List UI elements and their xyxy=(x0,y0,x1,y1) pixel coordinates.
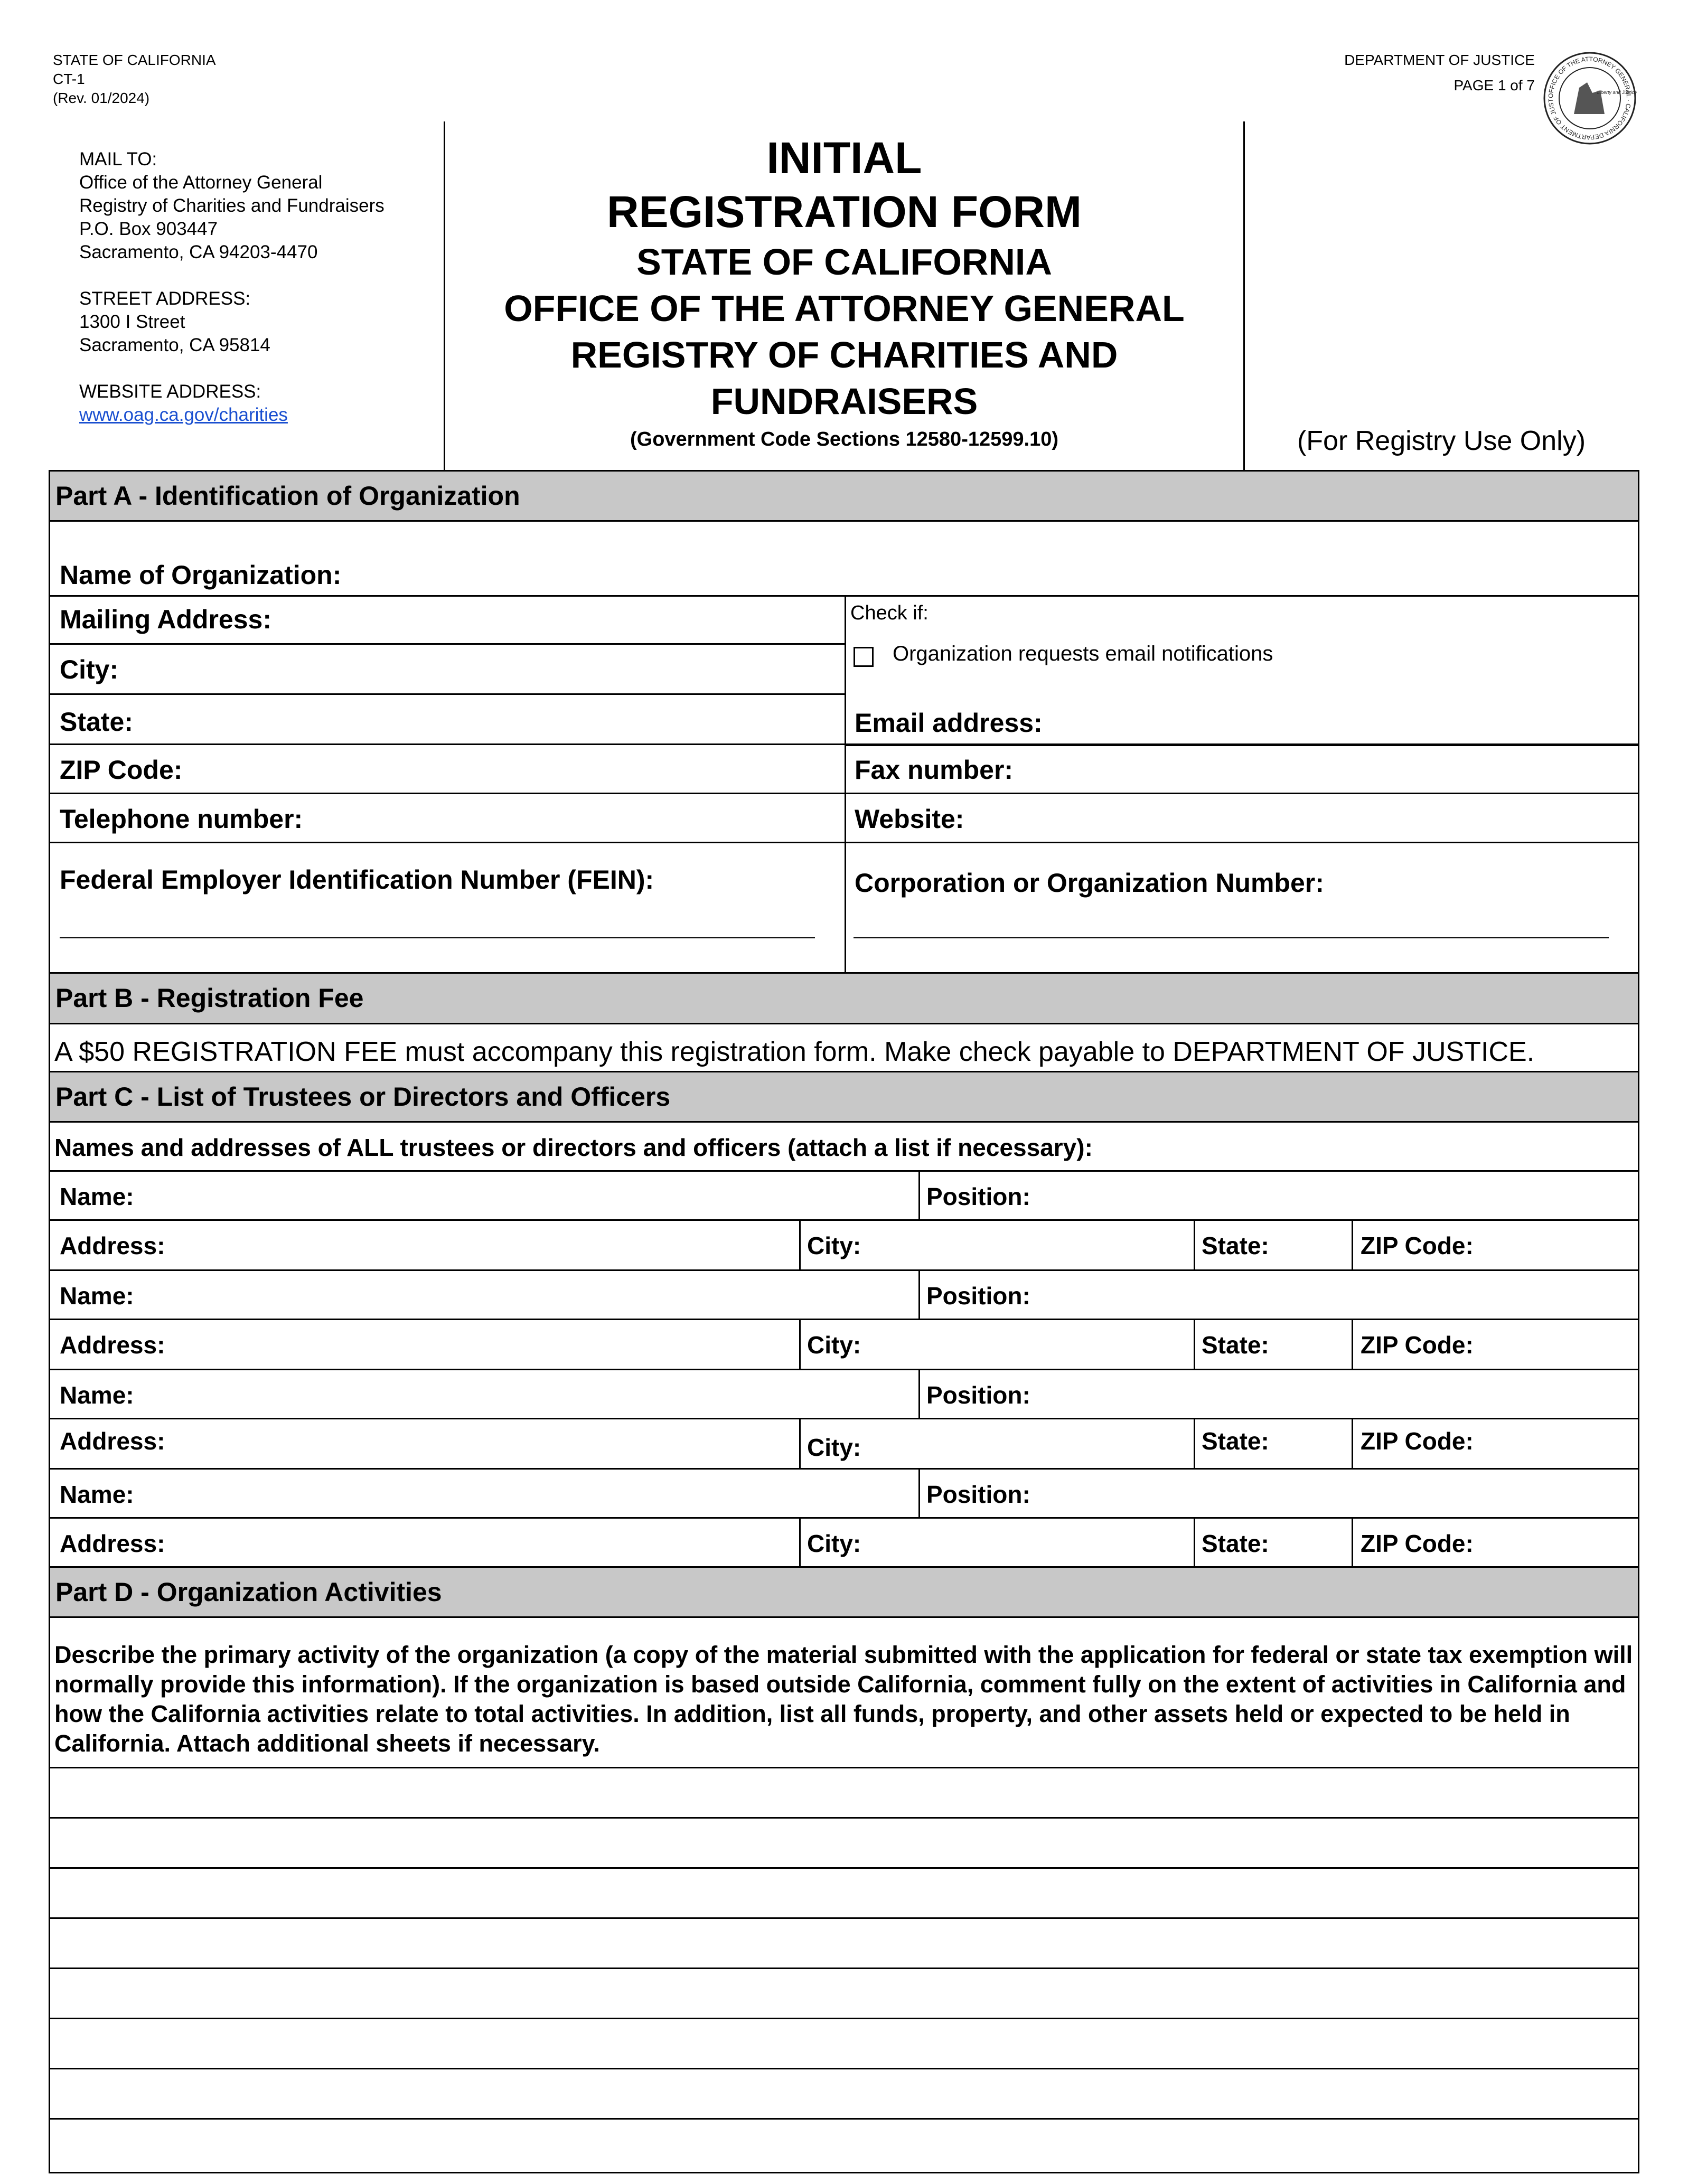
activity-line-7[interactable] xyxy=(50,2068,1638,2069)
org-name-label: Name of Organization: xyxy=(60,560,342,590)
trustee-2-state-label: State: xyxy=(1202,1331,1269,1359)
header-right xyxy=(1344,51,1535,95)
page-number: PAGE 1 of 7 xyxy=(1453,77,1535,93)
part-c-instructions-box xyxy=(49,1121,1639,1172)
street-line-1: 1300 I Street xyxy=(79,312,185,332)
mail-to-label: MAIL TO: xyxy=(79,149,157,170)
city-label: City: xyxy=(60,655,119,684)
part-b-heading: Part B - Registration Fee xyxy=(49,972,1639,1024)
seal-motto: Liberty and Justice xyxy=(1597,90,1637,95)
title-line-1: INITIAL xyxy=(766,133,922,183)
trustee-3-city-field[interactable] xyxy=(799,1418,1195,1470)
header-divider-right xyxy=(1243,121,1245,470)
trustee-4-position-label: Position: xyxy=(926,1481,1030,1508)
website-label: WEBSITE ADDRESS: xyxy=(79,381,261,402)
activity-line-6[interactable] xyxy=(50,2018,1638,2019)
trustee-1-state-field[interactable] xyxy=(1194,1219,1353,1271)
zip-label: ZIP Code: xyxy=(60,755,183,785)
corp-number-underline xyxy=(854,937,1609,938)
email-label: Email address: xyxy=(855,708,1043,738)
email-notify-label: Organization requests email notifications xyxy=(893,642,1273,665)
fax-label: Fax number: xyxy=(855,755,1014,785)
mail-to-line-1: Office of the Attorney General xyxy=(79,172,323,193)
part-c-instructions: Names and addresses of ALL trustees or directors and officers (attach a list if necessary): xyxy=(54,1134,1093,1161)
corp-number-label: Corporation or Organization Number: xyxy=(855,868,1324,898)
trustee-4-position-field[interactable] xyxy=(918,1468,1639,1519)
registration-fee-text: A $50 REGISTRATION FEE must accompany this registration form. Make check payable to DEPARTMENT OF JUSTICE. xyxy=(54,1037,1535,1067)
trustee-4-zip-label: ZIP Code: xyxy=(1361,1530,1474,1557)
activity-line-8[interactable] xyxy=(50,2118,1638,2120)
fax-field[interactable] xyxy=(845,743,1639,794)
trustee-1-city-label: City: xyxy=(807,1232,861,1259)
corp-number-field[interactable] xyxy=(845,842,1639,974)
city-field[interactable] xyxy=(49,643,846,695)
trustee-3-state-field[interactable] xyxy=(1194,1418,1353,1470)
state-label: State: xyxy=(60,707,133,737)
trustee-1-position-field[interactable] xyxy=(918,1170,1639,1221)
trustee-2-position-field[interactable] xyxy=(918,1269,1639,1320)
email-notify-checkbox[interactable] xyxy=(854,647,874,667)
fein-label: Federal Employer Identification Number (FEIN): xyxy=(60,865,654,895)
trustee-2-zip-field[interactable] xyxy=(1352,1319,1639,1370)
trustee-4-state-label: State: xyxy=(1202,1530,1269,1557)
trustee-4-address-field[interactable] xyxy=(49,1517,801,1568)
trustee-3-name-label: Name: xyxy=(60,1381,134,1409)
org-name-field[interactable] xyxy=(49,520,1639,597)
website-link[interactable]: www.oag.ca.gov/charities xyxy=(79,404,288,425)
trustee-3-state-label: State: xyxy=(1202,1427,1269,1455)
trustee-4-state-field[interactable] xyxy=(1194,1517,1353,1568)
part-b-body xyxy=(49,1023,1639,1072)
trustee-2-name-label: Name: xyxy=(60,1282,134,1310)
activity-line-1[interactable] xyxy=(50,1767,1638,1768)
telephone-label: Telephone number: xyxy=(60,804,303,834)
state-label: STATE OF CALIFORNIA xyxy=(53,52,216,68)
trustee-1-state-label: State: xyxy=(1202,1232,1269,1259)
fein-field[interactable] xyxy=(49,842,846,974)
mail-to-line-4: Sacramento, CA 94203-4470 xyxy=(79,242,318,262)
activity-line-5[interactable] xyxy=(50,1968,1638,1969)
part-d-body xyxy=(49,1616,1639,2173)
trustee-2-city-label: City: xyxy=(807,1331,861,1359)
mailing-address-field[interactable] xyxy=(49,595,846,645)
trustee-2-state-field[interactable] xyxy=(1194,1319,1353,1370)
trustee-1-position-label: Position: xyxy=(926,1183,1030,1210)
trustee-3-position-field[interactable] xyxy=(918,1369,1639,1419)
title-line-5: REGISTRY OF CHARITIES AND xyxy=(570,334,1118,375)
fein-underline xyxy=(60,937,815,938)
trustee-2-city-field[interactable] xyxy=(799,1319,1195,1370)
email-section xyxy=(845,595,1639,746)
activity-line-4[interactable] xyxy=(50,1917,1638,1919)
registry-use-label: (For Registry Use Only) xyxy=(1297,426,1586,456)
form-id: CT-1 xyxy=(53,71,85,87)
street-label: STREET ADDRESS: xyxy=(79,288,251,309)
check-if-label: Check if: xyxy=(850,602,929,624)
title-line-6: FUNDRAISERS xyxy=(710,381,978,422)
zip-field[interactable] xyxy=(49,743,846,794)
activity-line-2[interactable] xyxy=(50,1817,1638,1819)
part-c-heading: Part C - List of Trustees or Directors and Officers xyxy=(49,1071,1639,1123)
title-line-4: OFFICE OF THE ATTORNEY GENERAL xyxy=(504,288,1185,329)
trustee-1-address-field[interactable] xyxy=(49,1219,801,1271)
header-left xyxy=(53,51,216,108)
trustee-3-position-label: Position: xyxy=(926,1381,1030,1409)
department-label: DEPARTMENT OF JUSTICE xyxy=(1344,52,1535,68)
trustee-1-name-label: Name: xyxy=(60,1183,134,1210)
trustee-4-name-label: Name: xyxy=(60,1481,134,1508)
trustee-2-zip-label: ZIP Code: xyxy=(1361,1331,1474,1359)
trustee-4-city-label: City: xyxy=(807,1530,861,1557)
trustee-1-zip-field[interactable] xyxy=(1352,1219,1639,1271)
trustee-2-name-field[interactable] xyxy=(49,1269,920,1320)
trustee-2-address-field[interactable] xyxy=(49,1319,801,1370)
part-d-instructions: Describe the primary activity of the organization (a copy of the material submitted with the application for federal or state tax exemption will normally provide this information). If the organization is based outside California, comment fully on the extent of activities in California and how the California activities relate to total activities. In addition, list all funds, property, and other assets held or expected to be held in California. Attach additional sheets if necessary. xyxy=(54,1641,1633,1757)
seal-ring-text: OFFICE OF THE ATTORNEY GENERAL · CALIFORNIA DEPARTMENT OF JUST xyxy=(1546,55,1633,142)
part-d-heading: Part D - Organization Activities xyxy=(49,1566,1639,1618)
trustee-3-address-field[interactable] xyxy=(49,1418,801,1470)
trustee-3-zip-field[interactable] xyxy=(1352,1418,1639,1470)
trustee-1-address-label: Address: xyxy=(60,1232,165,1259)
trustee-4-name-field[interactable] xyxy=(49,1468,920,1519)
activity-line-3[interactable] xyxy=(50,1867,1638,1869)
website-field[interactable] xyxy=(845,793,1639,843)
part-a-heading: Part A - Identification of Organization xyxy=(49,470,1639,522)
mail-to-line-2: Registry of Charities and Fundraisers xyxy=(79,195,385,216)
trustee-1-zip-label: ZIP Code: xyxy=(1361,1232,1474,1259)
revision: (Rev. 01/2024) xyxy=(53,90,150,106)
trustee-1-city-field[interactable] xyxy=(799,1219,1195,1271)
government-code: (Government Code Sections 12580-12599.10) xyxy=(630,428,1058,450)
title-line-2: REGISTRATION FORM xyxy=(606,187,1082,237)
mail-to-line-3: P.O. Box 903447 xyxy=(79,219,218,239)
website-label-field: Website: xyxy=(855,804,964,834)
trustee-4-address-label: Address: xyxy=(60,1530,165,1557)
trustee-3-address-label: Address: xyxy=(60,1427,165,1455)
form-title xyxy=(445,131,1243,454)
trustee-3-city-label: City: xyxy=(807,1434,861,1461)
telephone-field[interactable] xyxy=(49,793,846,843)
trustee-3-zip-label: ZIP Code: xyxy=(1361,1427,1474,1455)
trustee-3-name-field[interactable] xyxy=(49,1369,920,1419)
mailing-address-label: Mailing Address: xyxy=(60,605,271,634)
trustee-1-name-field[interactable] xyxy=(49,1170,920,1221)
state-field[interactable] xyxy=(49,693,846,745)
trustee-4-zip-field[interactable] xyxy=(1352,1517,1639,1568)
trustee-4-city-field[interactable] xyxy=(799,1517,1195,1568)
trustee-2-address-label: Address: xyxy=(60,1331,165,1359)
mail-block xyxy=(79,148,438,427)
doj-seal xyxy=(1542,51,1637,146)
title-line-3: STATE OF CALIFORNIA xyxy=(636,241,1052,283)
street-line-2: Sacramento, CA 95814 xyxy=(79,335,270,355)
trustee-2-position-label: Position: xyxy=(926,1282,1030,1310)
